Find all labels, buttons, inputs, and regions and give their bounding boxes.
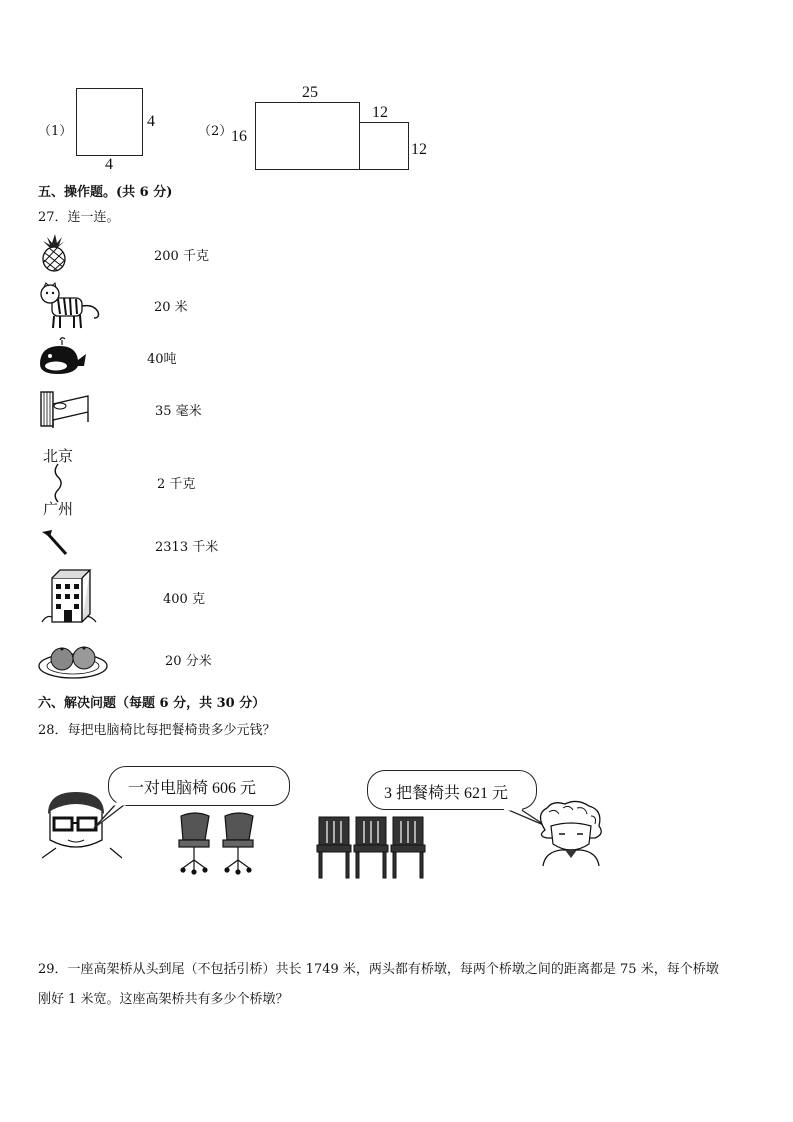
square-side-right: 4	[147, 113, 155, 130]
map-city-top: 北京	[43, 447, 74, 465]
speech-bubble-right-text: 3 把餐椅共 621 元	[384, 785, 509, 802]
woman-avatar-icon	[535, 800, 607, 866]
speech-bubble-left-text: 一对电脑椅 606 元	[128, 780, 257, 797]
item-value-6: 2313 千米	[155, 540, 219, 555]
computer-chairs-icon	[175, 810, 260, 876]
question-29-line-1: 29．一座高架桥从头到尾（不包括引桥）共长 1749 米，两头都有桥墩，每两个桥墩之间的距离都是 75 米，每个桥墩	[38, 962, 719, 977]
item-value-1: 200 千克	[154, 249, 209, 264]
map-city-bottom: 广州	[43, 500, 74, 518]
item-value-4: 35 毫米	[155, 404, 202, 419]
dining-chairs-icon	[315, 815, 427, 879]
item-value-7: 400 克	[163, 592, 205, 607]
big-rectangle-shape	[255, 102, 360, 170]
question-28-prompt: 28．每把电脑椅比每把餐椅贵多少元钱？	[38, 723, 276, 738]
item-value-2: 20 米	[154, 300, 188, 315]
whale-icon	[38, 336, 88, 376]
section-6-heading: 六、解决问题（每题 6 分，共 30 分）	[38, 696, 266, 711]
nail-icon	[40, 528, 70, 558]
figure-1-label: （1）	[38, 124, 73, 139]
small-square-top-length: 12	[372, 104, 388, 121]
big-rect-left-length: 16	[231, 128, 247, 145]
question-27-prompt: 27．连一连。	[38, 210, 120, 225]
question-29-line-2: 刚好 1 米宽。这座高架桥共有多少个桥墩？	[38, 992, 289, 1007]
bed-icon	[38, 384, 92, 430]
small-square-shape	[359, 122, 409, 170]
small-square-right-length: 12	[411, 141, 427, 158]
oranges-plate-icon	[38, 640, 108, 680]
item-value-3: 40吨	[147, 352, 177, 367]
big-rect-top-length: 25	[302, 84, 318, 101]
section-5-heading: 五、操作题。(共 6 分)	[38, 185, 173, 200]
tiger-icon	[38, 282, 102, 332]
figure-2-label: （2）	[198, 124, 233, 139]
item-value-8: 20 分米	[165, 654, 212, 669]
pineapple-icon	[38, 234, 72, 272]
item-value-5: 2 千克	[157, 477, 196, 492]
square-shape	[76, 88, 143, 156]
square-side-bottom: 4	[105, 156, 113, 173]
speech-bubble-left-tail	[92, 790, 132, 830]
building-icon	[38, 568, 98, 624]
